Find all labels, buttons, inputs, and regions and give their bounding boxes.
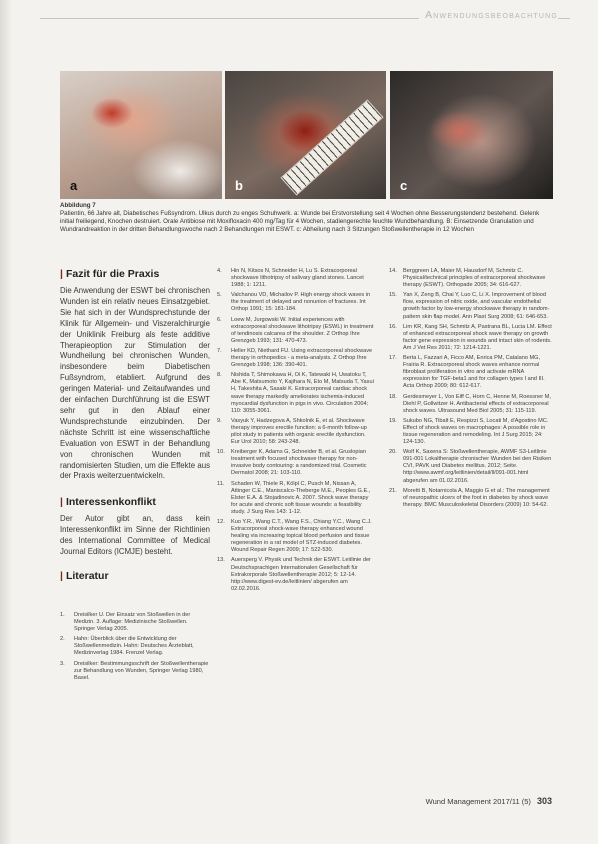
reference-item: 20. Wolf K, Saxena S: Stoßwellentherapie, AWMF S3-Leitlinie 091-001 Lokaltherapie chronischer Wunden bei den Risiken CVI, PAVK und Diabetes mellitus. 2012; Seite. http://www.awmf.org/leitlinien/detail/ll/091-001.html abgerufen am 01.02.2016. <box>389 449 552 484</box>
measuring-ruler <box>280 99 383 195</box>
panel-label-c: c <box>400 178 408 193</box>
page-number: 303 <box>536 796 552 806</box>
reference-item: 8. Nishida T, Shimokawa H, Oi K, Tatewaki H, Uwatoku T, Abe K, Matsumoto Y, Kajihara N, Eto M, Matsuda T, Yasui H, Takeshita A, Sasaki K. Extracorporeal cardiac shock wave therapy markedly ameliorates ischemia-induced myocardial dysfunction in pigs in vivo. Circulation 2004; 110: 3055-3061. <box>217 372 374 414</box>
caption-title: Abbildung 7 <box>60 202 96 209</box>
reference-item: 18. Gerdesmeyer L, Von Eiff C, Horn C, Henne M, Roessner M, Diehl P, Gollwitzer H. Antibacterial effects of extracorporeal shock waves. Ultrasound Med Biol 2005; 31: 115-119. <box>389 393 551 414</box>
reference-item: 15. Yan X, Zeng B, Chai Y, Luo C, Li X. Improvement of blood flow, expression of nitric oxide, and vascular endothelial growth factor by low-energy shockwave therapy in random-pattern skin flap model. Ann Plast Surg 2008; 61: 646-653. <box>389 292 550 320</box>
reference-item: 11. Schaden W, Thiele R, Kölpl C, Pusch M, Nissan A, Attinger C.E., Maniscalco-Theberge M.E., Peoples G.E., Elster E.A. & Stojadinovic A. 2007. Shock wave therapy for acute and chronic soft tissue wounds: a feasibility study. J Surg Res 143: 1-12. <box>217 480 371 515</box>
reference-item: 14. Berggreen LA, Maier M, Hausdorf M, Schmitz C. Physical/technical principles of extracorporeal shockwave therapy (ESWT). Orthopade 2005; 34: 616-627. <box>389 268 546 289</box>
reference-item: 7. Heller KD, Niethard FU. Using extracorporeal shockwave therapy in orthopedics - a meta-analysis. Z Orthop Ihre Grenzgeb 1998; 136: 390-401. <box>217 347 373 369</box>
panel-label-b: b <box>235 178 243 193</box>
reference-list-col2 <box>217 268 375 596</box>
page-binding-shadow <box>0 0 12 844</box>
wound-photo-a <box>60 71 222 199</box>
reference-item: 6. Loew M, Jurgowski W. Initial experiences with extracorporeal shockwave lithotripsy (ESWL) in treatment of tendinosis calcarea of the shoulder. Z Orthop Ihre Grenzgeb 1993; 131: 470-473. <box>217 316 374 344</box>
konflikt-text: Der Autor gibt an, dass kein Interessenkonflikt im Sinne der Richtlinien des International Committee of Medical Journal Editors (ICMJE) besteht. <box>60 514 210 557</box>
journal-name: Wund Management 2017/11 (5) <box>425 797 531 806</box>
reference-item: 2. Hahn: Überblick über die Entwicklung der Stoßwellenmedizin. Hahn: Deutsches Ärzteblatt, Medizinverlag 1984. Frenzel Verlag. <box>60 636 194 657</box>
literatur-heading: | Literatur <box>60 569 109 582</box>
figure-caption <box>60 202 553 234</box>
reference-item: 4. Hin N, Kitsos N, Schneider H, Lu S. Extracorporeal shockwave lithotripsy of salivary gland stones. Lancet 1988; 1: 1211. <box>217 268 364 289</box>
fazit-text: Die Anwendung der ESWT bei chronischen Wunden ist ein relativ neues Einsatzgebiet. Sie hat sich in der Wundsprechstunde der Klinik für Allgemein- und Viszeralchirurgie der Uniklinik Freiburg als feste additive Therapieoption zur Stimulation der Wundheilung bei chronischen Wunden, insbesondere beim Diabetischen Fußsyndrom, etabliert. Aufgrund des geringen Material- und Zeitaufwandes und der einfachen Durchführung ist die ESWT sehr gut in den Ablauf einer Wundsprechstunde einzubinden. Der nächste Schritt ist eine wissenschaftliche Evaluation von ESWT in der Behandlung von chronischen Wunden mit randomisierten Studien, um die Effekte aus der Praxis weiterzuentwickeln. <box>60 286 210 481</box>
reference-item: 10. Kreiberger K, Adams G, Schneider B, et al. Gruslopian treatment with focused shockwave therapy for non-invasive body contouring: a randomized trial. Cosmetic Dermatol 2008; 21: 103-110. <box>217 449 367 477</box>
panel-label-a: a <box>70 178 78 193</box>
reference-item: 16. Lim KR, Kang SH, Schmitz A, Pastrana BL, Lucia LM. Effect of enhanced extracorporeal shock wave therapy on growth factor gene expression in wounds and intact skin of rodents. Am J Vet Res 2011; 72: 1214-1221. <box>389 323 552 351</box>
reference-item: 5. Valchanou VD, Michailov P. High energy shock waves in the treatment of delayed and nonunion of fractures. Int Orthop 1991; 15: 181-184. <box>217 292 371 313</box>
wound-photo-b <box>225 71 386 199</box>
reference-item: 13. Auersperg V. Physik und Technik der ESWT. Leitlinie der Deutschsprachigen Internationalen Gesellschaft für Extrakorporale Stoßwellentherapie 2012; 5: 12-14. http://www.digest-ev.de/leitlinien/ abgerufen am 02.02.2016. <box>217 557 371 592</box>
reference-item: 12. Kuo Y.R., Wang C.T., Wang F.S., Chiang Y.C., Wang C.J. Extracorporeal shock-wave therapy enhanced wound healing via increasing topical blood perfusion and tissue regeneration in a rat model of STZ-induced diabetes. Wound Repair Regen 2009; 17: 522-530. <box>217 519 372 554</box>
reference-item: 3. Dreisilker: Bestimmungsschrift der Stoßwellentherapie zur Behandlung von Wunden, Springer Verlag 1980, Basel. <box>60 660 209 681</box>
konflikt-heading: | Interessenkonflikt <box>60 496 156 509</box>
reference-item: 21. Moretti B, Notarnicola A, Maggio G et al.: The management of neuropathic ulcers of the foot in diabetes by shock wave therapy. BMC Musculoskeletal Disorders (2009) 10: 54-62. <box>389 487 550 508</box>
wound-photo-c <box>390 71 553 199</box>
reference-item: 19. Sukubo NG, Tibalt E, Respizzi S, Locati M, d'Agostino MC. Effect of shock waves on macrophages: A possible role in tissue regeneration and remodeling. Int J Surg 2015; 24: 124-130. <box>389 417 549 446</box>
fazit-heading: | Fazit für die Praxis <box>60 268 160 280</box>
reference-list-col1 <box>60 612 210 685</box>
reference-list-col3 <box>389 268 552 512</box>
reference-item: 9. Vasyuk Y, Hadzegova A, Shkolnik E, et al. Shockwave therapy improves erectile function: a 6-month follow-up pilot study in patients with organic erectile dysfunction. Eur Urol 2010; 58: 243-248. <box>217 417 367 446</box>
page-footer <box>426 796 552 806</box>
section-title: Anwendungsbeobachtung <box>419 9 558 21</box>
figure-photos <box>60 71 553 199</box>
reference-item: 1. Dreisilker U. Der Einsatz von Stoßwellen in der Medizin. 3. Auflage: Medizinische Stoßwellen. Springer Verlag 2005. <box>60 612 191 633</box>
reference-item: 17. Berta L, Fazzari A, Ficco AM, Enrica PM, Catalano MG, Frairia R. Extracorporeal shock waves enhance normal fibroblast proliferation in vitro and activate mRNA expression for TGF-beta1 and for collagen types I and III. Acta Orthop 2009; 80: 612-617. <box>389 355 545 390</box>
caption-text: Patientin, 66 Jahre alt, Diabetisches Fußsyndrom. Ulkus durch zu enges Schuhwerk. a: Wunde bei Erstvorstellung seit 4 Wochen ohne Besserungstendenz bestehend. Gelenk initial freiliegend, Knochen destruiert. Orale Antibiose mit Moxifloxacin 400 mg/Tag für 4 Wochen, stadiengerechte feuchte Wundbehandlung. B: Einsetzende Granulation und Wundrandreaktion in der dritten Behandlungswoche nach 2 Behandlungen mit ESWT. c: Abheilung nach 3 Sitzungen Stoßwellentherapie in 12 Wochen <box>60 210 540 233</box>
column-1 <box>60 268 210 588</box>
